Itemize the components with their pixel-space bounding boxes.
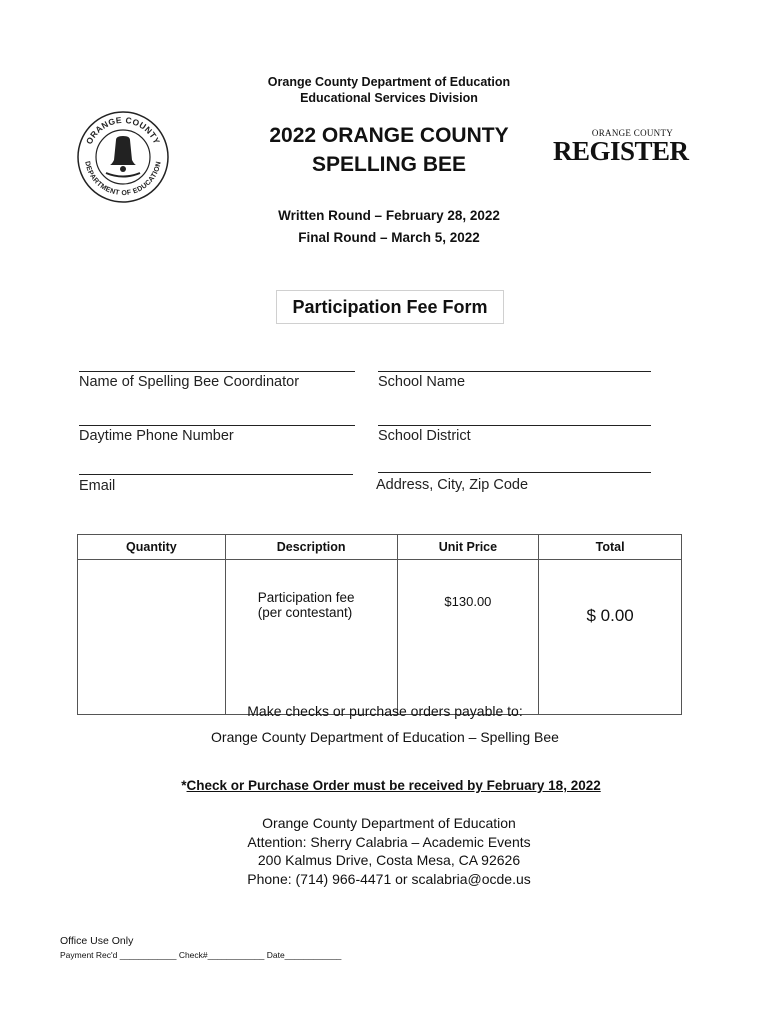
- coordinator-field[interactable]: [79, 371, 355, 372]
- division-name: Educational Services Division: [300, 91, 478, 105]
- payable-to-intro: Make checks or purchase orders payable to:: [247, 703, 523, 719]
- quantity-cell[interactable]: [78, 560, 226, 715]
- office-use-section: [60, 934, 341, 962]
- address-field[interactable]: [378, 472, 651, 473]
- title-line-1: 2022 ORANGE COUNTY: [269, 124, 509, 147]
- payable-to-name: Orange County Department of Education – Spelling Bee: [211, 729, 559, 745]
- header-unit-price: Unit Price: [397, 535, 539, 560]
- seal-text-bottom: DEPARTMENT OF EDUCATION: [83, 160, 163, 198]
- register-logo-wordmark: REGISTER: [553, 136, 689, 166]
- address-line-4: Phone: (714) 966-4471 or scalabria@ocde.us: [247, 870, 531, 887]
- register-logo: [553, 128, 698, 164]
- description-line-2: (per contestant): [257, 605, 353, 620]
- org-header: [0, 74, 770, 106]
- final-round-date: Final Round – March 5, 2022: [298, 230, 480, 245]
- description-cell: [225, 560, 397, 715]
- written-round-date: Written Round – February 28, 2022: [278, 208, 500, 223]
- deadline-notice: [0, 778, 770, 793]
- fee-table: [77, 534, 682, 715]
- address-line-3: 200 Kalmus Drive, Costa Mesa, CA 92626: [257, 852, 521, 868]
- unit-price-cell: $130.00: [397, 560, 539, 715]
- school-name-field[interactable]: [378, 371, 651, 372]
- header-total: Total: [539, 535, 682, 560]
- table-header-row: [78, 535, 682, 560]
- header-description: Description: [225, 535, 397, 560]
- deadline-text: Check or Purchase Order must be received by February 18, 2022: [186, 778, 601, 793]
- school-district-label: School District: [378, 428, 471, 444]
- phone-field[interactable]: [79, 425, 355, 426]
- school-district-field[interactable]: [378, 425, 651, 426]
- address-line-1: Orange County Department of Education: [262, 815, 516, 831]
- address-label: Address, City, Zip Code: [376, 477, 529, 493]
- description-line-1: Participation fee: [257, 590, 355, 605]
- address-line-2: Attention: Sherry Calabria – Academic Events: [247, 833, 531, 850]
- email-label: Email: [79, 478, 116, 494]
- seal-text-top: ORANGE COUNTY: [83, 114, 163, 146]
- coordinator-label: Name of Spelling Bee Coordinator: [79, 374, 300, 390]
- school-name-label: School Name: [378, 374, 466, 390]
- office-use-title: Office Use Only: [60, 935, 134, 947]
- phone-label: Daytime Phone Number: [79, 428, 234, 444]
- mailing-address: [0, 814, 770, 888]
- total-cell: $ 0.00: [539, 560, 682, 715]
- deadline-asterisk: *: [181, 778, 187, 793]
- table-row: [78, 560, 682, 715]
- header-quantity: Quantity: [78, 535, 226, 560]
- office-use-line: Payment Rec'd ____________ Check#____________ Date____________: [60, 950, 342, 960]
- round-dates: [0, 205, 770, 249]
- form-title: Participation Fee Form: [276, 290, 504, 324]
- register-logo-small: ORANGE COUNTY: [591, 128, 674, 138]
- title-line-2: SPELLING BEE: [311, 153, 467, 176]
- org-name: Orange County Department of Education: [267, 75, 511, 89]
- email-field[interactable]: [79, 474, 353, 475]
